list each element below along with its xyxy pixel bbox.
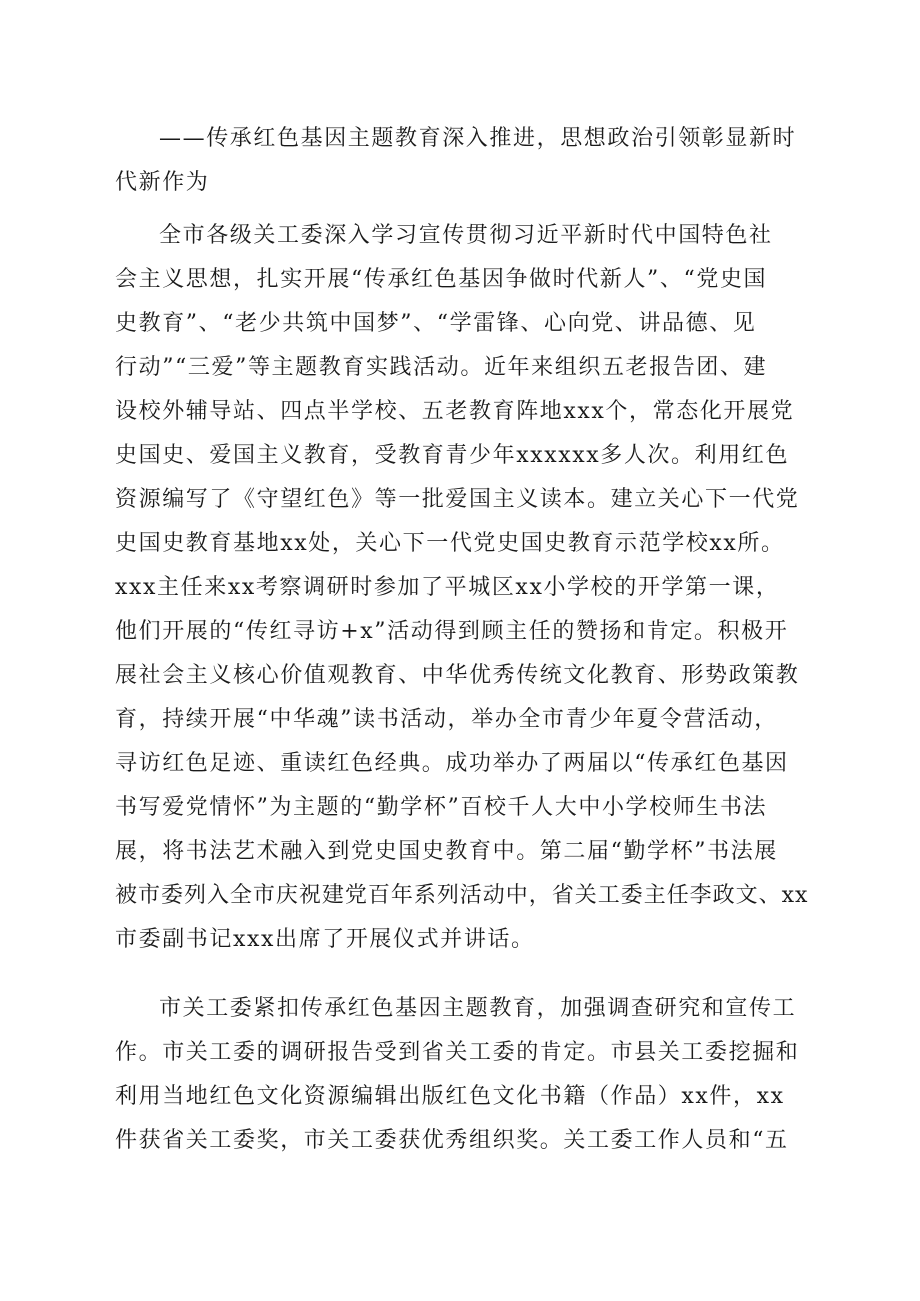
paragraph1-line-2: 会主义思想，扎实开展“传承红色基因争做时代新人”、“党史国 <box>115 267 768 292</box>
paragraph1-line-9: xxx主任来xx考察调研时参加了平城区xx小学校的开学第一课， <box>115 575 780 600</box>
paragraph1-line-12: 育，持续开展“中华魂”读书活动，举办全市青少年夏令营活动， <box>115 707 778 732</box>
paragraph2-line-3: 利用当地红色文化资源编辑出版红色文化书籍（作品）xx件，xx <box>115 1084 785 1109</box>
paragraph2-line-4: 件获省关工委奖，市关工委获优秀组织奖。关工委工作人员和“五 <box>115 1128 789 1153</box>
subtitle-line-1: ——传承红色基因主题教育深入推进，思想政治引领彰显新时 <box>159 126 797 151</box>
paragraph1-line-14: 书写爱党情怀”为主题的“勤学杯”百校千人大中小学校师生书法 <box>115 795 768 820</box>
paragraph2-line-1: 市关工委紧扣传承红色基因主题教育，加强调查研究和宣传工 <box>159 996 797 1021</box>
paragraph1-line-3: 史教育”、“老少共筑中国梦”、“学雷锋、心向党、讲品德、见 <box>115 311 757 336</box>
paragraph1-line-5: 设校外辅导站、四点半学校、五老教育阵地xxx个，常态化开展党 <box>115 399 795 424</box>
paragraph1-line-10: 他们开展的“传红寻访+x”活动得到顾主任的赞扬和肯定。积极开 <box>115 619 789 644</box>
paragraph1-line-11: 展社会主义核心价值观教育、中华优秀传统文化教育、形势政策教 <box>115 663 800 688</box>
paragraph1-line-4: 行动”“三爱”等主题教育实践活动。近年来组织五老报告团、建 <box>115 355 768 380</box>
paragraph1-line-17: 市委副书记xxx出席了开展仪式并讲话。 <box>115 927 535 952</box>
paragraph1-line-6: 史国史、爱国主义教育，受教育青少年xxxxxx多人次。利用红色 <box>115 443 790 468</box>
paragraph1-line-7: 资源编写了《守望红色》等一批爱国主义读本。建立关心下一代党 <box>115 487 800 512</box>
paragraph2-line-2: 作。市关工委的调研报告受到省关工委的肯定。市县关工委挖掘和 <box>115 1040 800 1065</box>
paragraph1-line-1: 全市各级关工委深入学习宣传贯彻习近平新时代中国特色社 <box>159 223 773 248</box>
paragraph1-line-15: 展，将书法艺术融入到党史国史教育中。第二届“勤学杯”书法展 <box>115 839 778 864</box>
paragraph1-line-8: 史国史教育基地xx处，关心下一代党史国史教育示范学校xx所。 <box>115 531 785 556</box>
paragraph1-line-13: 寻访红色足迹、重读红色经典。成功举办了两届以“传承红色基因 <box>115 751 789 776</box>
paragraph1-line-16: 被市委列入全市庆祝建党百年系列活动中，省关工委主任李政文、xx <box>115 883 809 908</box>
subtitle-line-2: 代新作为 <box>115 170 210 195</box>
